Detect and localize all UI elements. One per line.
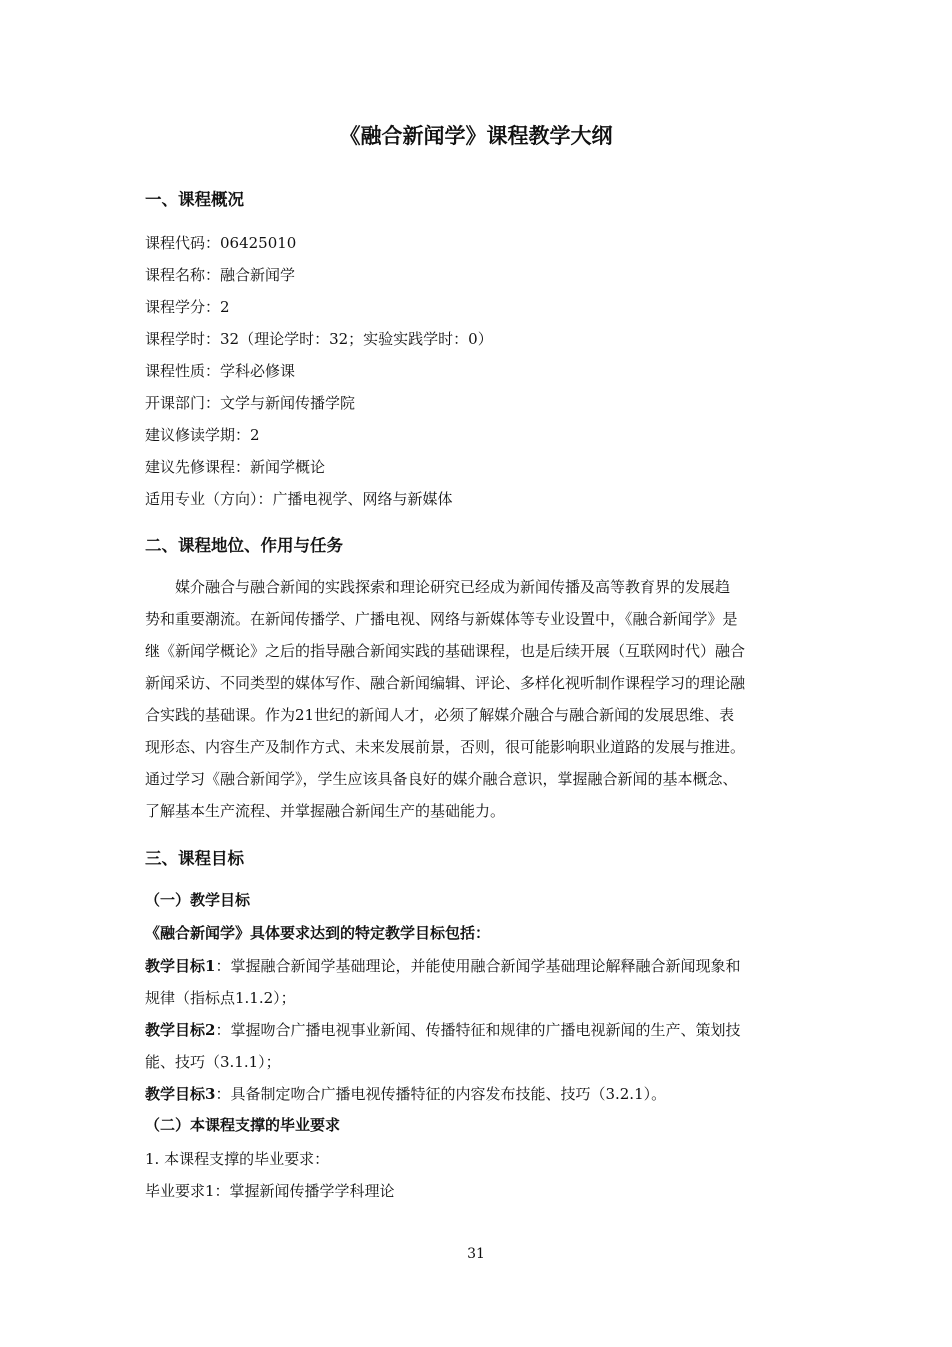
paragraph-line: 了解基本生产流程、并掌握融合新闻生产的基础能力。 [145,802,506,820]
course-code-line: 课程代码：06425010 [145,234,297,252]
section1-heading: 一、课程概况 [145,190,244,209]
paragraph-line: 通过学习《融合新闻学》，学生应该具备良好的媒介融合意识，掌握融合新闻的基本概念、 [145,770,738,788]
teaching-goals-subheading: （一）教学目标 [145,891,251,909]
graduation-requirements-subheading: （二）本课程支撑的毕业要求 [145,1116,341,1134]
document-title: 《融合新闻学》课程教学大纲 [339,123,613,148]
goal3-label: 教学目标3 [145,1085,216,1103]
paragraph-line: 新闻采访、不同类型的媒体写作、融合新闻编辑、评论、多样化视听制作课程学习的理论融 [145,674,746,692]
goal2-label: 教学目标2 [145,1021,216,1039]
goal2-text: ：掌握吻合广播电视事业新闻、传播特征和规律的广播电视新闻的生产、策划技 [215,1021,741,1039]
paragraph-line: 合实践的基础课。作为21世纪的新闻人才，必须了解媒介融合与融合新闻的发展思维、表 [145,706,735,724]
course-nature-line: 课程性质：学科必修课 [145,362,296,380]
section3-heading: 三、课程目标 [145,849,244,868]
paragraph-line: 现形态、内容生产及制作方式、未来发展前景，否则，很可能影响职业道路的发展与推进。 [145,738,746,756]
goal1-label: 教学目标1 [145,957,216,975]
paragraph-line: 继《新闻学概论》之后的指导融合新闻实践的基础课程，也是后续开展（互联网时代）融合 [145,642,746,660]
prerequisite-line: 建议先修课程：新闻学概论 [145,458,326,476]
goal1-continuation: 规律（指标点1.1.2）； [145,989,296,1007]
goal3-text: ：具备制定吻合广播电视传播特征的内容发布技能、技巧（3.2.1）。 [215,1085,667,1103]
requirement-1: 毕业要求1：掌握新闻传播学学科理论 [145,1182,395,1200]
semester-line: 建议修读学期：2 [145,426,260,444]
goal1-line [145,955,740,976]
page-number: 31 [467,1246,485,1262]
section2-heading: 二、课程地位、作用与任务 [145,536,343,555]
paragraph-line: 媒介融合与融合新闻的实践探索和理论研究已经成为新闻传播及高等教育界的发展趋 [145,578,731,596]
paragraph-line: 势和重要潮流。在新闻传播学、广播电视、网络与新媒体等专业设置中，《融合新闻学》是 [145,610,738,628]
teaching-goals-intro: 《融合新闻学》具体要求达到的特定教学目标包括： [145,924,491,942]
course-credits-line: 课程学分：2 [145,298,230,316]
goal3-line [145,1083,666,1104]
course-hours-line: 课程学时：32（理论学时：32；实验实践学时：0） [145,330,493,348]
course-name-line: 课程名称：融合新闻学 [145,266,296,284]
goal1-text: ：掌握融合新闻学基础理论，并能使用融合新闻学基础理论解释融合新闻现象和 [215,957,741,975]
goal2-continuation: 能、技巧（3.1.1）； [145,1053,281,1071]
goal2-line [145,1019,740,1040]
major-line: 适用专业（方向）：广播电视学、网络与新媒体 [145,490,453,508]
requirements-intro: 1. 本课程支撑的毕业要求： [145,1150,330,1168]
department-line: 开课部门：文学与新闻传播学院 [145,394,356,412]
